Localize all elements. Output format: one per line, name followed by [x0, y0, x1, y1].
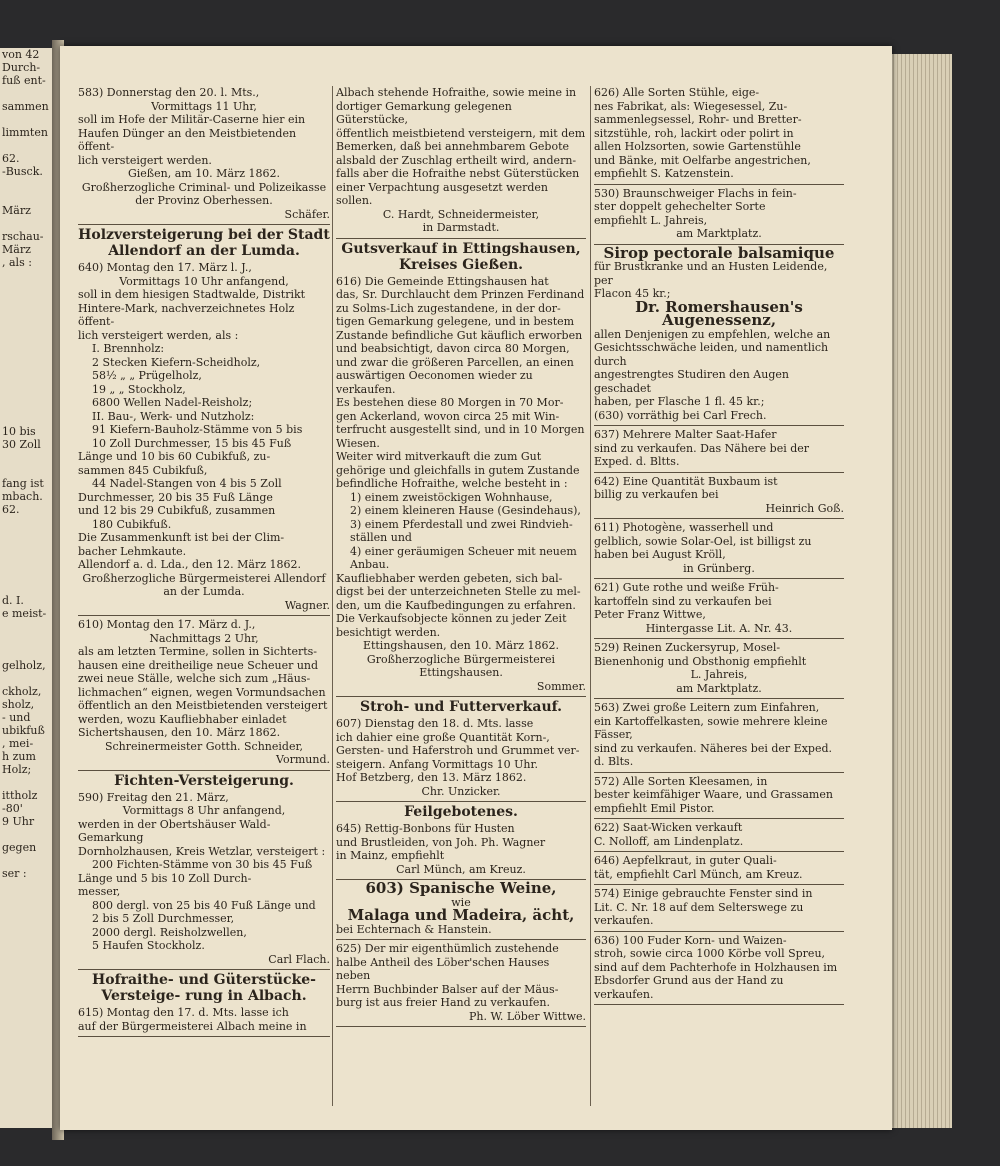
notice-line: Vormittags 11 Uhr,	[151, 99, 257, 113]
notice-line: Carl Münch, am Kreuz.	[396, 862, 526, 876]
notice-line: 603) Spanische Weine,	[365, 879, 557, 897]
left-page-text	[0, 269, 52, 282]
notice-line: falls aber die Hofraithe nebst Güterstücken	[336, 167, 580, 180]
notice-entry	[78, 86, 330, 221]
notice-entry	[594, 887, 844, 928]
notice-line: 574) Einige gebrauchte Fenster sind in	[594, 887, 813, 900]
notice-entry	[594, 428, 844, 469]
left-page-text: ittholz	[2, 789, 38, 802]
notice-entry	[78, 261, 330, 612]
notice-line: und beabsichtigt, davon circa 80 Morgen,	[336, 342, 570, 355]
notice-entry	[594, 475, 844, 516]
left-page-text: 62.	[2, 503, 20, 516]
notice-line: burg ist aus freier Hand zu verkaufen.	[336, 996, 551, 1009]
left-page-text	[0, 646, 52, 659]
left-page-text: 10 bis	[2, 425, 36, 438]
notice-entry	[594, 775, 844, 816]
left-page-text: -Busck.	[2, 165, 43, 178]
left-page-text	[0, 542, 52, 555]
notice-line: Kaufliebhaber werden gebeten, sich bal-	[336, 571, 563, 585]
notice-entry	[594, 701, 844, 769]
notice-line: einer Verpachtung ausgesetzt werden sollen.	[336, 180, 548, 207]
left-page-text: d. I.	[2, 594, 24, 607]
left-page-text: fuß ent-	[2, 74, 46, 87]
notice-separator	[594, 578, 844, 579]
section-heading: Holzversteigerung bei der Stadt Allendorf an der Lumda.	[78, 227, 330, 259]
notice-separator	[336, 801, 586, 802]
notice-line: sind auf dem Pachterhofe in Holzhausen im	[594, 960, 838, 974]
left-page-text	[0, 360, 52, 373]
notice-line: 616) Die Gemeinde Ettingshausen hat	[336, 274, 549, 288]
notice-line: das, Sr. Durchlaucht dem Prinzen Ferdinand	[336, 288, 585, 301]
left-page-text: fang ist	[2, 477, 44, 490]
notice-line: sammen 845 Cubikfuß,	[78, 463, 208, 477]
notice-line: 645) Rettig-Bonbons für Husten	[336, 822, 515, 835]
notice-line: 572) Alle Sorten Kleesamen, in	[594, 774, 768, 788]
notice-line: den, um die Kaufbedingungen zu erfahren.	[336, 598, 576, 612]
notice-entry	[336, 942, 586, 1023]
notice-line: Malaga und Madeira, ächt,	[347, 906, 575, 924]
notice-line: empfiehlt Emil Pistor.	[594, 801, 715, 815]
notice-line: Gersten- und Haferstroh und Grummet ver-	[336, 744, 580, 757]
notice-line: 180 Cubikfuß.	[92, 517, 172, 531]
notice-line: d. Blts.	[594, 755, 634, 768]
notice-separator	[336, 696, 586, 697]
left-page-text: 30 Zoll	[2, 438, 41, 451]
notice-line: haben, per Flasche 1 fl. 45 kr.;	[594, 395, 765, 408]
notice-line: billig zu verkaufen bei	[594, 488, 719, 501]
notice-entry	[78, 1006, 330, 1033]
left-page-text	[0, 113, 52, 126]
notice-line: 2 Stecken Kiefern-Scheidholz,	[92, 355, 261, 369]
notice-line: befindliche Hofraithe, welche besteht in :	[336, 477, 568, 490]
notice-line: empfiehlt S. Katzenstein.	[594, 167, 734, 180]
notice-line: Sommer.	[536, 679, 586, 693]
notice-line: Anbau.	[350, 558, 390, 571]
notice-line: 640) Montag den 17. März l. J.,	[78, 261, 252, 274]
notice-line: Ebsdorfer Grund aus der Hand zu verkaufen.	[594, 974, 784, 1001]
notice-line: lich versteigert werden, als :	[78, 328, 239, 342]
notice-line: dortiger Gemarkung gelegenen Güterstücke,	[336, 99, 512, 126]
notice-line: sammenlegsessel, Rohr- und Bretter-	[594, 113, 802, 126]
notice-line: Herrn Buchbinder Balser auf der Mäus-	[336, 982, 559, 996]
left-page-text: 9 Uhr	[2, 815, 35, 828]
notice-separator	[594, 184, 844, 185]
notice-entry	[336, 879, 586, 936]
left-page-text: sammen	[2, 100, 49, 113]
left-page-text	[0, 633, 52, 646]
notice-line: besichtigt werden.	[336, 625, 441, 639]
notice-line: Ettingshausen, den 10. März 1862.	[362, 639, 560, 652]
notice-line: als am letzten Termine, sollen in Sichterts-	[78, 645, 318, 658]
notice-line: 6800 Wellen Nadel-Reisholz;	[92, 396, 253, 409]
notice-line: an der Lumda.	[163, 585, 245, 598]
left-page-text: gelholz,	[2, 659, 46, 672]
notice-separator	[594, 818, 844, 819]
notice-line: L. Jahreis,	[690, 668, 748, 681]
notice-line: soll in dem hiesigen Stadtwalde, Distrikt	[78, 288, 306, 301]
notice-separator	[594, 638, 844, 639]
notice-entry	[336, 717, 586, 798]
notice-line: 800 dergl. von 25 bis 40 Fuß Länge und	[92, 898, 316, 912]
notice-line: Großherzogliche Bürgermeisterei	[366, 652, 556, 666]
notice-line: 563) Zwei große Leitern zum Einfahren,	[594, 701, 820, 714]
notice-line: nes Fabrikat, als: Wiegesessel, Zu-	[594, 99, 788, 113]
notice-line: Dr. Romershausen's Augenessenz,	[635, 297, 803, 329]
notice-line: tät, empfiehlt Carl Münch, am Kreuz.	[594, 867, 803, 881]
notice-line: Zustande befindliche Gut käuflich erworben	[336, 328, 583, 342]
column-1	[78, 86, 330, 1039]
notice-line: Wiesen.	[336, 436, 380, 450]
notice-line: 2 bis 5 Zoll Durchmesser,	[92, 912, 235, 925]
notice-line: Vormittags 10 Uhr anfangend,	[119, 274, 289, 288]
notice-line: bester keimfähiger Waare, und Grassamen	[594, 788, 833, 801]
notice-line: Exped. d. Bltts.	[594, 455, 680, 468]
notice-entry	[594, 243, 844, 423]
notice-entry	[594, 934, 844, 1002]
notice-line: Heinrich Goß.	[765, 501, 844, 515]
notice-line: 626) Alle Sorten Stühle, eige-	[594, 86, 760, 99]
notice-entry	[594, 187, 844, 241]
notice-line: 529) Reinen Zuckersyrup, Mosel-	[594, 641, 781, 654]
notice-entry	[594, 581, 844, 635]
notice-line: 583) Donnerstag den 20. l. Mts.,	[78, 86, 260, 99]
left-page-text: Durch-	[2, 61, 41, 74]
notice-line: soll im Hofe der Militär-Caserne hier ein	[78, 113, 306, 126]
notice-line: Lit. C. Nr. 18 auf dem Selterswege zu	[594, 900, 804, 914]
left-page-text: ckholz,	[2, 685, 42, 698]
left-page-text	[0, 321, 52, 334]
left-page-fragment	[0, 48, 54, 1128]
notice-line: Schreinermeister Gotth. Schneider,	[104, 739, 304, 753]
notice-line: 1) einem zweistöckigen Wohnhause,	[350, 490, 553, 504]
notice-line: ein Kartoffelkasten, sowie mehrere kleine Fässer,	[594, 714, 828, 741]
notice-line: C. Nolloff, am Lindenplatz.	[594, 834, 744, 848]
notice-entry	[336, 86, 586, 235]
notice-line: Ettingshausen.	[419, 666, 503, 679]
notice-line: 607) Dienstag den 18. d. Mts. lasse	[336, 717, 534, 730]
notice-line: angestrengtes Studiren den Augen geschadet	[594, 368, 789, 395]
notice-line: 5 Haufen Stockholz.	[92, 939, 205, 952]
notice-line: empfiehlt L. Jahreis,	[594, 213, 708, 227]
notice-line: 10 Zoll Durchmesser, 15 bis 45 Fuß	[92, 436, 292, 450]
left-page-text	[0, 529, 52, 542]
notice-line: (630) vorräthig bei Carl Frech.	[594, 408, 767, 422]
notice-line: am Marktplatz.	[676, 681, 762, 695]
notice-line: Peter Franz Wittwe,	[594, 608, 706, 621]
notice-line: lich versteigert werden.	[78, 153, 212, 167]
notice-line: 19 „ „ Stockholz,	[92, 382, 186, 396]
notice-line: 636) 100 Fuder Korn- und Waizen-	[594, 933, 787, 947]
notice-line: Die Zusammenkunft ist bei der Clim-	[78, 531, 285, 544]
notice-line: 615) Montag den 17. d. Mts. lasse ich	[78, 1006, 289, 1019]
notice-line: Länge und 10 bis 60 Cubikfuß, zu-	[78, 450, 271, 463]
notice-entry	[336, 275, 586, 694]
left-page-text	[0, 555, 52, 568]
notice-line: werden, wozu Kaufliebhaber einladet	[78, 712, 287, 726]
notice-separator	[594, 884, 844, 885]
notice-line: Sichertshausen, den 10. März 1862.	[78, 726, 281, 739]
notice-line: 621) Gute rothe und weiße Früh-	[594, 581, 779, 594]
left-page-text: ser :	[2, 867, 27, 880]
notice-line: Großherzogliche Bürgermeisterei Allendorf	[82, 571, 326, 585]
notice-separator	[78, 969, 330, 970]
notice-line: steigern. Anfang Vormittags 10 Uhr.	[336, 757, 539, 771]
notice-separator	[78, 224, 330, 225]
notice-entry	[78, 791, 330, 967]
notice-line: in Darmstadt.	[422, 221, 500, 234]
left-page-text: Holz;	[2, 763, 32, 776]
section-heading: Feilgebotenes.	[404, 804, 518, 820]
notice-line: zu Solms-Lich zugestandene, in der dor-	[336, 301, 561, 315]
notice-line: II. Bau-, Werk- und Nutzholz:	[92, 409, 255, 423]
notice-line: alsbald der Zuschlag ertheilt wird, andern-	[336, 153, 577, 167]
page-edges	[890, 54, 952, 1128]
notice-separator	[594, 698, 844, 699]
notice-entry	[594, 521, 844, 575]
notice-line: gelblich, sowie Solar-Oel, ist billigst zu	[594, 534, 812, 548]
left-page-text	[0, 178, 52, 191]
notice-line: 642) Eine Quantität Buxbaum ist	[594, 474, 778, 488]
notice-line: in Grünberg.	[683, 561, 755, 575]
notice-line: I. Brennholz:	[92, 342, 165, 355]
left-page-text: -80'	[2, 802, 23, 815]
left-page-text: limmten	[2, 126, 48, 139]
left-page-text	[0, 776, 52, 789]
notice-line: werden in der Obertshäuser Wald-Gemarkung	[78, 817, 271, 844]
notice-separator	[78, 1036, 330, 1037]
left-page-text: , als :	[2, 256, 32, 269]
notice-line: Bienenhonig und Obsthonig empfiehlt	[594, 654, 807, 668]
notice-line: sind zu verkaufen. Näheres bei der Exped.	[594, 741, 832, 755]
section-heading: Gutsverkauf in Ettingshausen, Kreises Gießen.	[341, 240, 581, 273]
left-page-text: März	[2, 243, 31, 256]
notice-line: zwei neue Ställe, welche sich zum „Häus-	[78, 672, 311, 685]
left-page-text	[0, 217, 52, 230]
notice-line: 637) Mehrere Malter Saat-Hafer	[594, 428, 777, 441]
notice-line: der Provinz Oberhessen.	[135, 194, 273, 207]
notice-line: gen Ackerland, wovon circa 25 mit Win-	[336, 409, 560, 423]
section-heading: Fichten-Versteigerung.	[114, 772, 294, 789]
notice-line: öffentlich an den Meistbietenden versteigert	[78, 699, 328, 712]
notice-entry	[78, 618, 330, 767]
notice-separator	[594, 931, 844, 932]
left-page-text	[0, 87, 52, 100]
notice-line: Chr. Unzicker.	[421, 784, 501, 798]
notice-line: ich dahier eine große Quantität Korn-,	[336, 730, 550, 744]
notice-entry	[594, 854, 844, 881]
notice-line: 2000 dergl. Reisholzwellen,	[92, 925, 247, 939]
notice-line: Schäfer.	[284, 207, 330, 221]
notice-line: ställen und	[350, 531, 412, 544]
left-page-text	[0, 334, 52, 347]
notice-entry	[594, 86, 844, 181]
notice-line: in Mainz, empfiehlt	[336, 849, 445, 862]
left-page-text	[0, 347, 52, 360]
notice-line: für Brustkranke und an Husten Leidende, per	[594, 260, 828, 287]
left-page-text	[0, 191, 52, 204]
notice-entry	[336, 822, 586, 876]
notice-line: Flacon 45 kr.;	[594, 287, 671, 300]
notice-separator	[78, 770, 330, 771]
left-page-text	[0, 672, 52, 685]
notice-line: 611) Photogène, wasserhell und	[594, 521, 774, 534]
section-heading: Stroh- und Futterverkauf.	[359, 699, 563, 715]
notice-separator	[336, 1026, 586, 1027]
notice-line: Ph. W. Löber Wittwe.	[469, 1009, 586, 1023]
notice-line: und Brustleiden, von Joh. Ph. Wagner	[336, 835, 546, 849]
notice-separator	[594, 1004, 844, 1005]
notice-line: 4) einer geräumigen Scheuer mit neuem	[350, 544, 577, 558]
column-3	[594, 86, 844, 1007]
notice-line: 646) Aepfelkraut, in guter Quali-	[594, 854, 777, 867]
notice-line: Hof Betzberg, den 13. März 1862.	[336, 771, 527, 784]
notice-line: Es bestehen diese 80 Morgen in 70 Mor-	[336, 396, 564, 409]
notice-line: wie	[451, 895, 471, 909]
notice-line: Hintere-Mark, nachverzeichnetes Holz öffent-	[78, 301, 295, 328]
notice-line: Dornholzhausen, Kreis Wetzlar, versteigert :	[78, 844, 326, 858]
left-page-text	[0, 295, 52, 308]
left-page-text	[0, 139, 52, 152]
notice-line: am Marktplatz.	[676, 227, 762, 240]
notice-line: 91 Kiefern-Bauholz-Stämme von 5 bis	[92, 423, 303, 436]
left-page-text: rschau-	[2, 230, 44, 243]
notice-line: Allendorf a. d. Lda., den 12. März 1862.	[78, 558, 302, 571]
left-page-text	[0, 828, 52, 841]
left-page-text	[0, 412, 52, 425]
notice-line: digst bei der unterzeichneten Stelle zu mel-	[336, 585, 581, 598]
notice-separator	[336, 939, 586, 940]
notice-line: gehörige und gleichfalls in gutem Zustande	[336, 463, 580, 477]
left-page-text	[0, 308, 52, 321]
left-page-text	[0, 620, 52, 633]
notice-line: Weiter wird mitverkauft die zum Gut	[336, 450, 542, 463]
left-page-text: gegen	[2, 841, 37, 854]
notice-line: messer,	[78, 885, 121, 898]
notice-line: öffentlich meistbietend versteigern, mit dem	[336, 126, 586, 140]
column-divider	[590, 86, 591, 1106]
notice-line: Wagner.	[284, 598, 330, 612]
notice-line: Die Verkaufsobjecte können zu jeder Zeit	[336, 612, 567, 625]
notice-line: verkaufen.	[594, 914, 654, 927]
notice-line: 610) Montag den 17. März d. J.,	[78, 618, 256, 631]
notice-separator	[594, 851, 844, 852]
notice-line: allen Denjenigen zu empfehlen, welche an	[594, 327, 831, 341]
notice-separator	[594, 772, 844, 773]
notice-line: kartoffeln sind zu verkaufen bei	[594, 594, 772, 608]
section-heading: Hofraithe- und Güterstücke-Versteige- rung in Albach.	[92, 972, 316, 1004]
notice-line: Durchmesser, 20 bis 35 Fuß Länge	[78, 490, 273, 504]
notice-line: Haufen Dünger an den Meistbietenden öffent-	[78, 126, 297, 153]
notice-line: Nachmittags 2 Uhr,	[149, 631, 259, 645]
notice-line: haben bei August Kröll,	[594, 548, 726, 561]
notice-line: hausen eine dreitheilige neue Scheuer und	[78, 658, 319, 672]
notice-line: Gießen, am 10. März 1862.	[127, 167, 281, 180]
notice-entry	[594, 821, 844, 848]
notice-line: C. Hardt, Schneidermeister,	[382, 207, 540, 221]
notice-line: 44 Nadel-Stangen von 4 bis 5 Zoll	[92, 477, 282, 490]
left-page-text: 62.	[2, 152, 20, 165]
notice-separator	[594, 472, 844, 473]
notice-line: 622) Saat-Wicken verkauft	[594, 821, 743, 834]
left-page-text	[0, 451, 52, 464]
notice-line: und zwar die größeren Parcellen, an einen	[336, 355, 574, 369]
left-page-text	[0, 854, 52, 867]
left-page-text: h zum	[2, 750, 36, 763]
left-page-text: März	[2, 204, 31, 217]
notice-line: Albach stehende Hofraithe, sowie meine in	[336, 86, 577, 99]
notice-line: bei Echternach & Hanstein.	[336, 922, 492, 936]
notice-line: 58½ „ „ Prügelholz,	[92, 369, 202, 382]
newspaper-page	[60, 46, 892, 1130]
notice-line: 590) Freitag den 21. März,	[78, 790, 229, 804]
left-page-text	[0, 399, 52, 412]
column-2	[336, 86, 586, 1029]
notice-line: Vormund.	[276, 753, 330, 766]
notice-line: lichmachen“ eignen, wegen Vormundsachen	[78, 685, 326, 699]
notice-line: tigen Gemarkung gelegene, und in bestem	[336, 315, 575, 328]
left-page-text: e meist-	[2, 607, 47, 620]
notice-line: 200 Fichten-Stämme von 30 bis 45 Fuß	[92, 858, 313, 871]
notice-line: bacher Lehmkaute.	[78, 544, 187, 558]
notice-line: Bemerken, daß bei annehmbarem Gebote	[336, 140, 569, 153]
notice-line: und 12 bis 29 Cubikfuß, zusammen	[78, 504, 276, 517]
notice-line: 2) einem kleineren Hause (Gesindehaus),	[350, 504, 581, 517]
left-page-text	[0, 373, 52, 386]
notice-separator	[336, 238, 586, 239]
left-page-text	[0, 282, 52, 295]
notice-line: Vormittags 8 Uhr anfangend,	[122, 804, 286, 817]
notice-line: stroh, sowie circa 1000 Körbe voll Spreu,	[594, 947, 826, 960]
notice-line: und Bänke, mit Oelfarbe angestrichen,	[594, 153, 811, 167]
left-page-text: , mei-	[2, 737, 34, 750]
left-page-text	[0, 386, 52, 399]
notice-line: sitzstühle, roh, lackirt oder polirt in	[594, 126, 794, 140]
left-page-text: sholz,	[2, 698, 35, 711]
notice-line: Großherzogliche Criminal- und Polizeikasse	[81, 180, 327, 194]
notice-line: auf der Bürgermeisterei Albach meine in	[78, 1019, 307, 1033]
notice-line: sind zu verkaufen. Das Nähere bei der	[594, 441, 810, 455]
notice-line: Carl Flach.	[268, 952, 330, 966]
left-page-text	[0, 568, 52, 581]
left-page-text: - und	[2, 711, 31, 724]
notice-separator	[78, 615, 330, 616]
left-page-text: ubikfuß	[2, 724, 45, 737]
notice-line: ster doppelt gehechelter Sorte	[594, 200, 766, 213]
notice-line: 530) Braunschweiger Flachs in fein-	[594, 186, 797, 200]
left-page-text	[0, 464, 52, 477]
notice-entry	[594, 641, 844, 695]
left-page-text: von 42	[2, 48, 40, 61]
left-page-text	[0, 581, 52, 594]
notice-line: Länge und 5 bis 10 Zoll Durch-	[78, 871, 252, 885]
notice-line: terfrucht ausgestellt sind, und in 10 Morgen	[336, 423, 585, 436]
column-divider	[332, 86, 333, 1106]
notice-line: 3) einem Pferdestall und zwei Rindvieh-	[350, 517, 573, 531]
notice-line: allen Holzsorten, sowie Gartenstühle	[594, 140, 801, 153]
left-page-text: mbach.	[2, 490, 43, 503]
notice-line: Hintergasse Lit. A. Nr. 43.	[645, 621, 793, 635]
notice-line: halbe Antheil des Löber'schen Hauses neben	[336, 955, 550, 982]
notice-line: Sirop pectorale balsamique	[603, 243, 835, 262]
left-page-text	[0, 516, 52, 529]
notice-line: Gesichtsschwäche leiden, und namentlich durch	[594, 341, 829, 368]
notice-line: auswärtigen Oeconomen wieder zu verkaufen.	[336, 369, 533, 396]
notice-separator	[594, 518, 844, 519]
notice-separator	[594, 425, 844, 426]
notice-line: 625) Der mir eigenthümlich zustehende	[336, 942, 559, 955]
